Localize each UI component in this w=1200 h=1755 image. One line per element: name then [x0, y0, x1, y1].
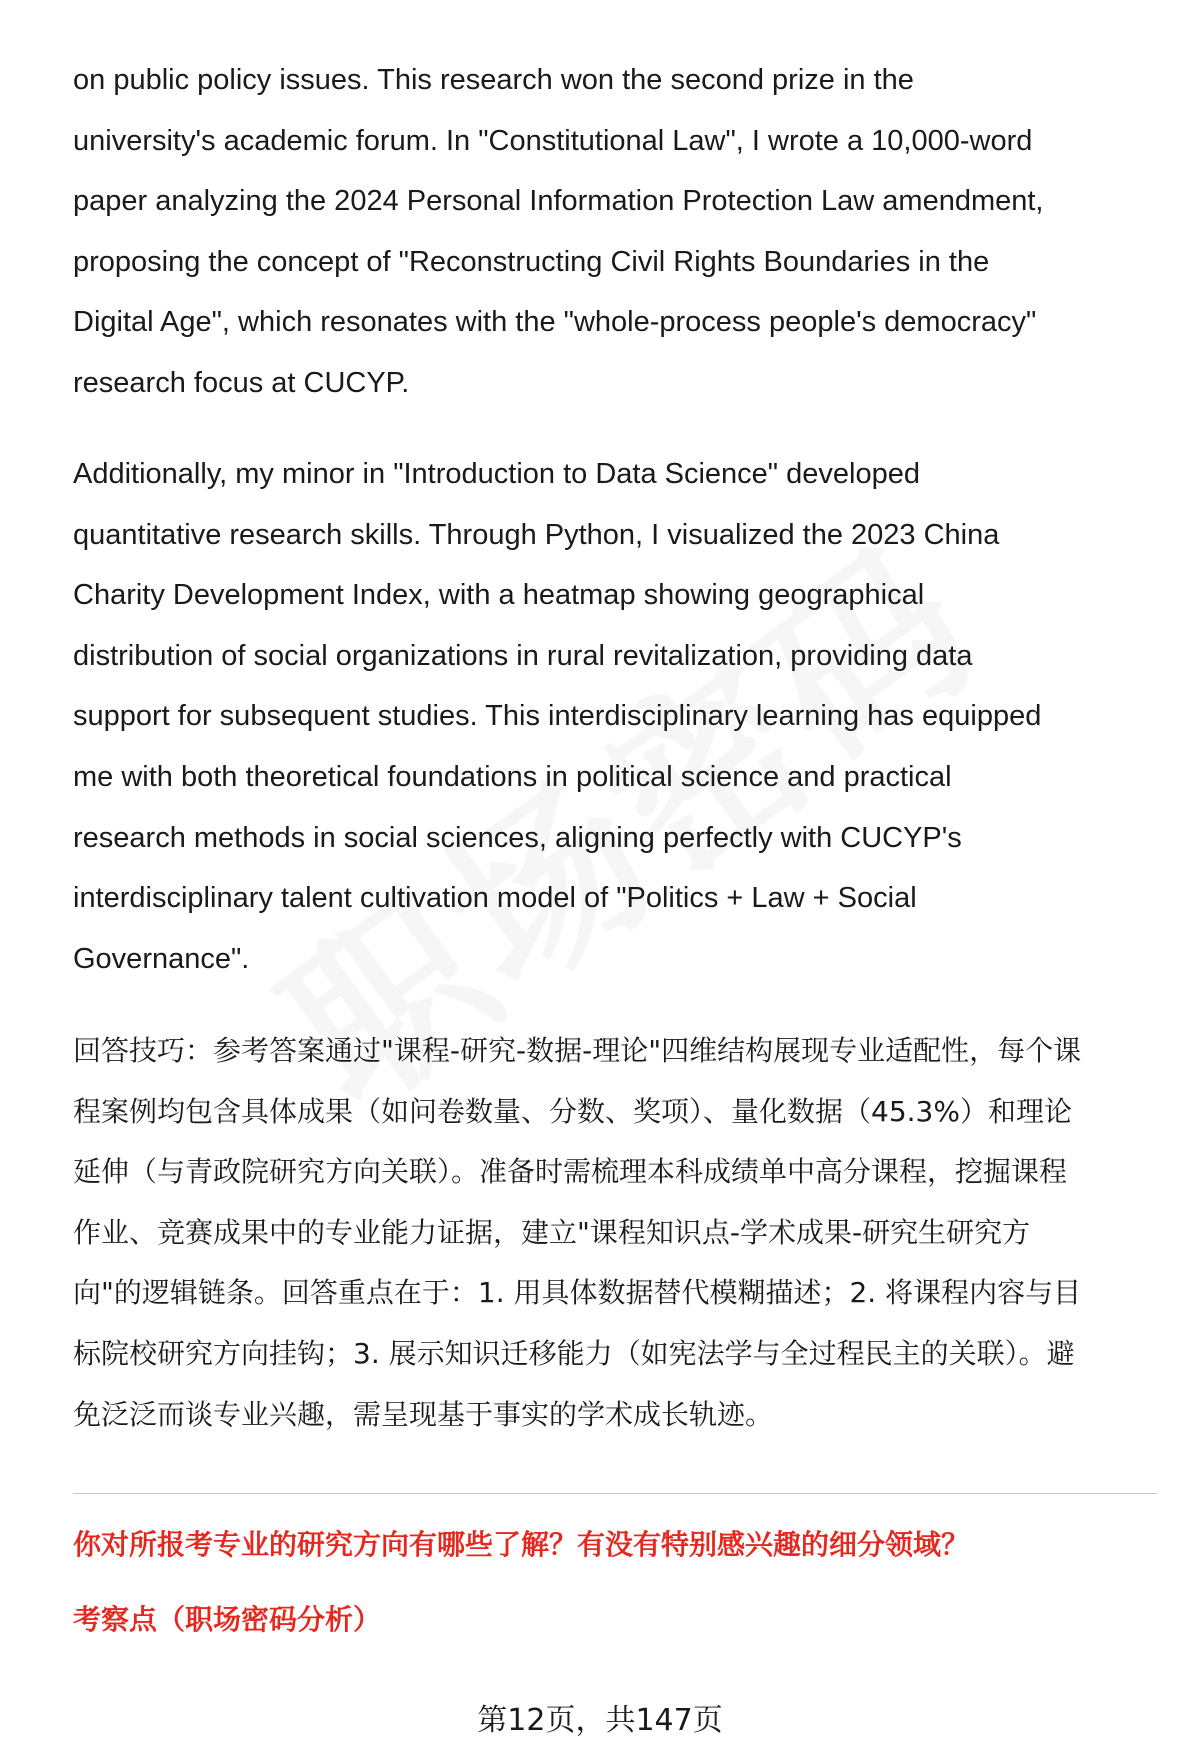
- paragraph-line: quantitative research skills. Through Python, I visualized the 2023 China: [73, 518, 1000, 551]
- paragraph-line: me with both theoretical foundations in political science and practical: [73, 760, 952, 793]
- paragraph-line: proposing the concept of "Reconstructing Civil Rights Boundaries in the: [73, 245, 990, 278]
- paragraph-line: 程案例均包含具体成果（如问卷数量、分数、奖项）、量化数据（45.3%）和理论: [73, 1094, 1072, 1128]
- section-divider: [73, 1493, 1157, 1494]
- paragraph-data-science-minor: [73, 444, 1163, 989]
- paragraph-line: university's academic forum. In "Constitutional Law", I wrote a 10,000-word: [73, 124, 1033, 157]
- paragraph-line: interdisciplinary talent cultivation model of "Politics + Law + Social: [73, 882, 917, 915]
- paragraph-research-experience: [73, 50, 1163, 414]
- paragraph-line: 标院校研究方向挂钩；3. 展示知识迁移能力（如宪法学与全过程民主的关联）。避: [73, 1336, 1075, 1370]
- paragraph-line: research focus at CUCYP.: [73, 366, 410, 399]
- paragraph-line: 向"的逻辑链条。回答重点在于：1. 用具体数据替代模糊描述；2. 将课程内容与目: [73, 1276, 1082, 1310]
- question-subheading: 考察点（职场密码分析）: [73, 1603, 382, 1636]
- paragraph-line: Additionally, my minor in "Introduction to Data Science" developed: [73, 458, 921, 490]
- paragraph-line: 作业、竞赛成果中的专业能力证据，建立"课程知识点-学术成果-研究生研究方: [73, 1215, 1031, 1249]
- question-heading: 你对所报考专业的研究方向有哪些了解？有没有特别感兴趣的细分领域？: [73, 1528, 970, 1561]
- paragraph-line: on public policy issues. This research won the second prize in the: [73, 64, 914, 96]
- paragraph-line: Governance".: [73, 942, 250, 975]
- paragraph-line: distribution of social organizations in rural revitalization, providing data: [73, 639, 973, 672]
- paragraph-line: 回答技巧：参考答案通过"课程-研究-数据-理论"四维结构展现专业适配性，每个课: [73, 1034, 1082, 1067]
- paragraph-answer-tips: [73, 1021, 1163, 1445]
- paragraph-line: support for subsequent studies. This interdisciplinary learning has equipped: [73, 700, 1042, 733]
- paragraph-line: Charity Development Index, with a heatmap showing geographical: [73, 579, 925, 612]
- paragraph-line: paper analyzing the 2024 Personal Information Protection Law amendment,: [73, 185, 1044, 218]
- paragraph-line: Digital Age", which resonates with the "whole-process people's democracy": [73, 306, 1037, 339]
- page-number: 第12页，共147页: [477, 1703, 723, 1738]
- paragraph-line: 免泛泛而谈专业兴趣，需呈现基于事实的学术成长轨迹。: [73, 1397, 774, 1431]
- paragraph-line: 延伸（与青政院研究方向关联）。准备时需梳理本科成绩单中高分课程，挖掘课程: [73, 1155, 1068, 1189]
- paragraph-line: research methods in social sciences, aligning perfectly with CUCYP's: [73, 821, 962, 854]
